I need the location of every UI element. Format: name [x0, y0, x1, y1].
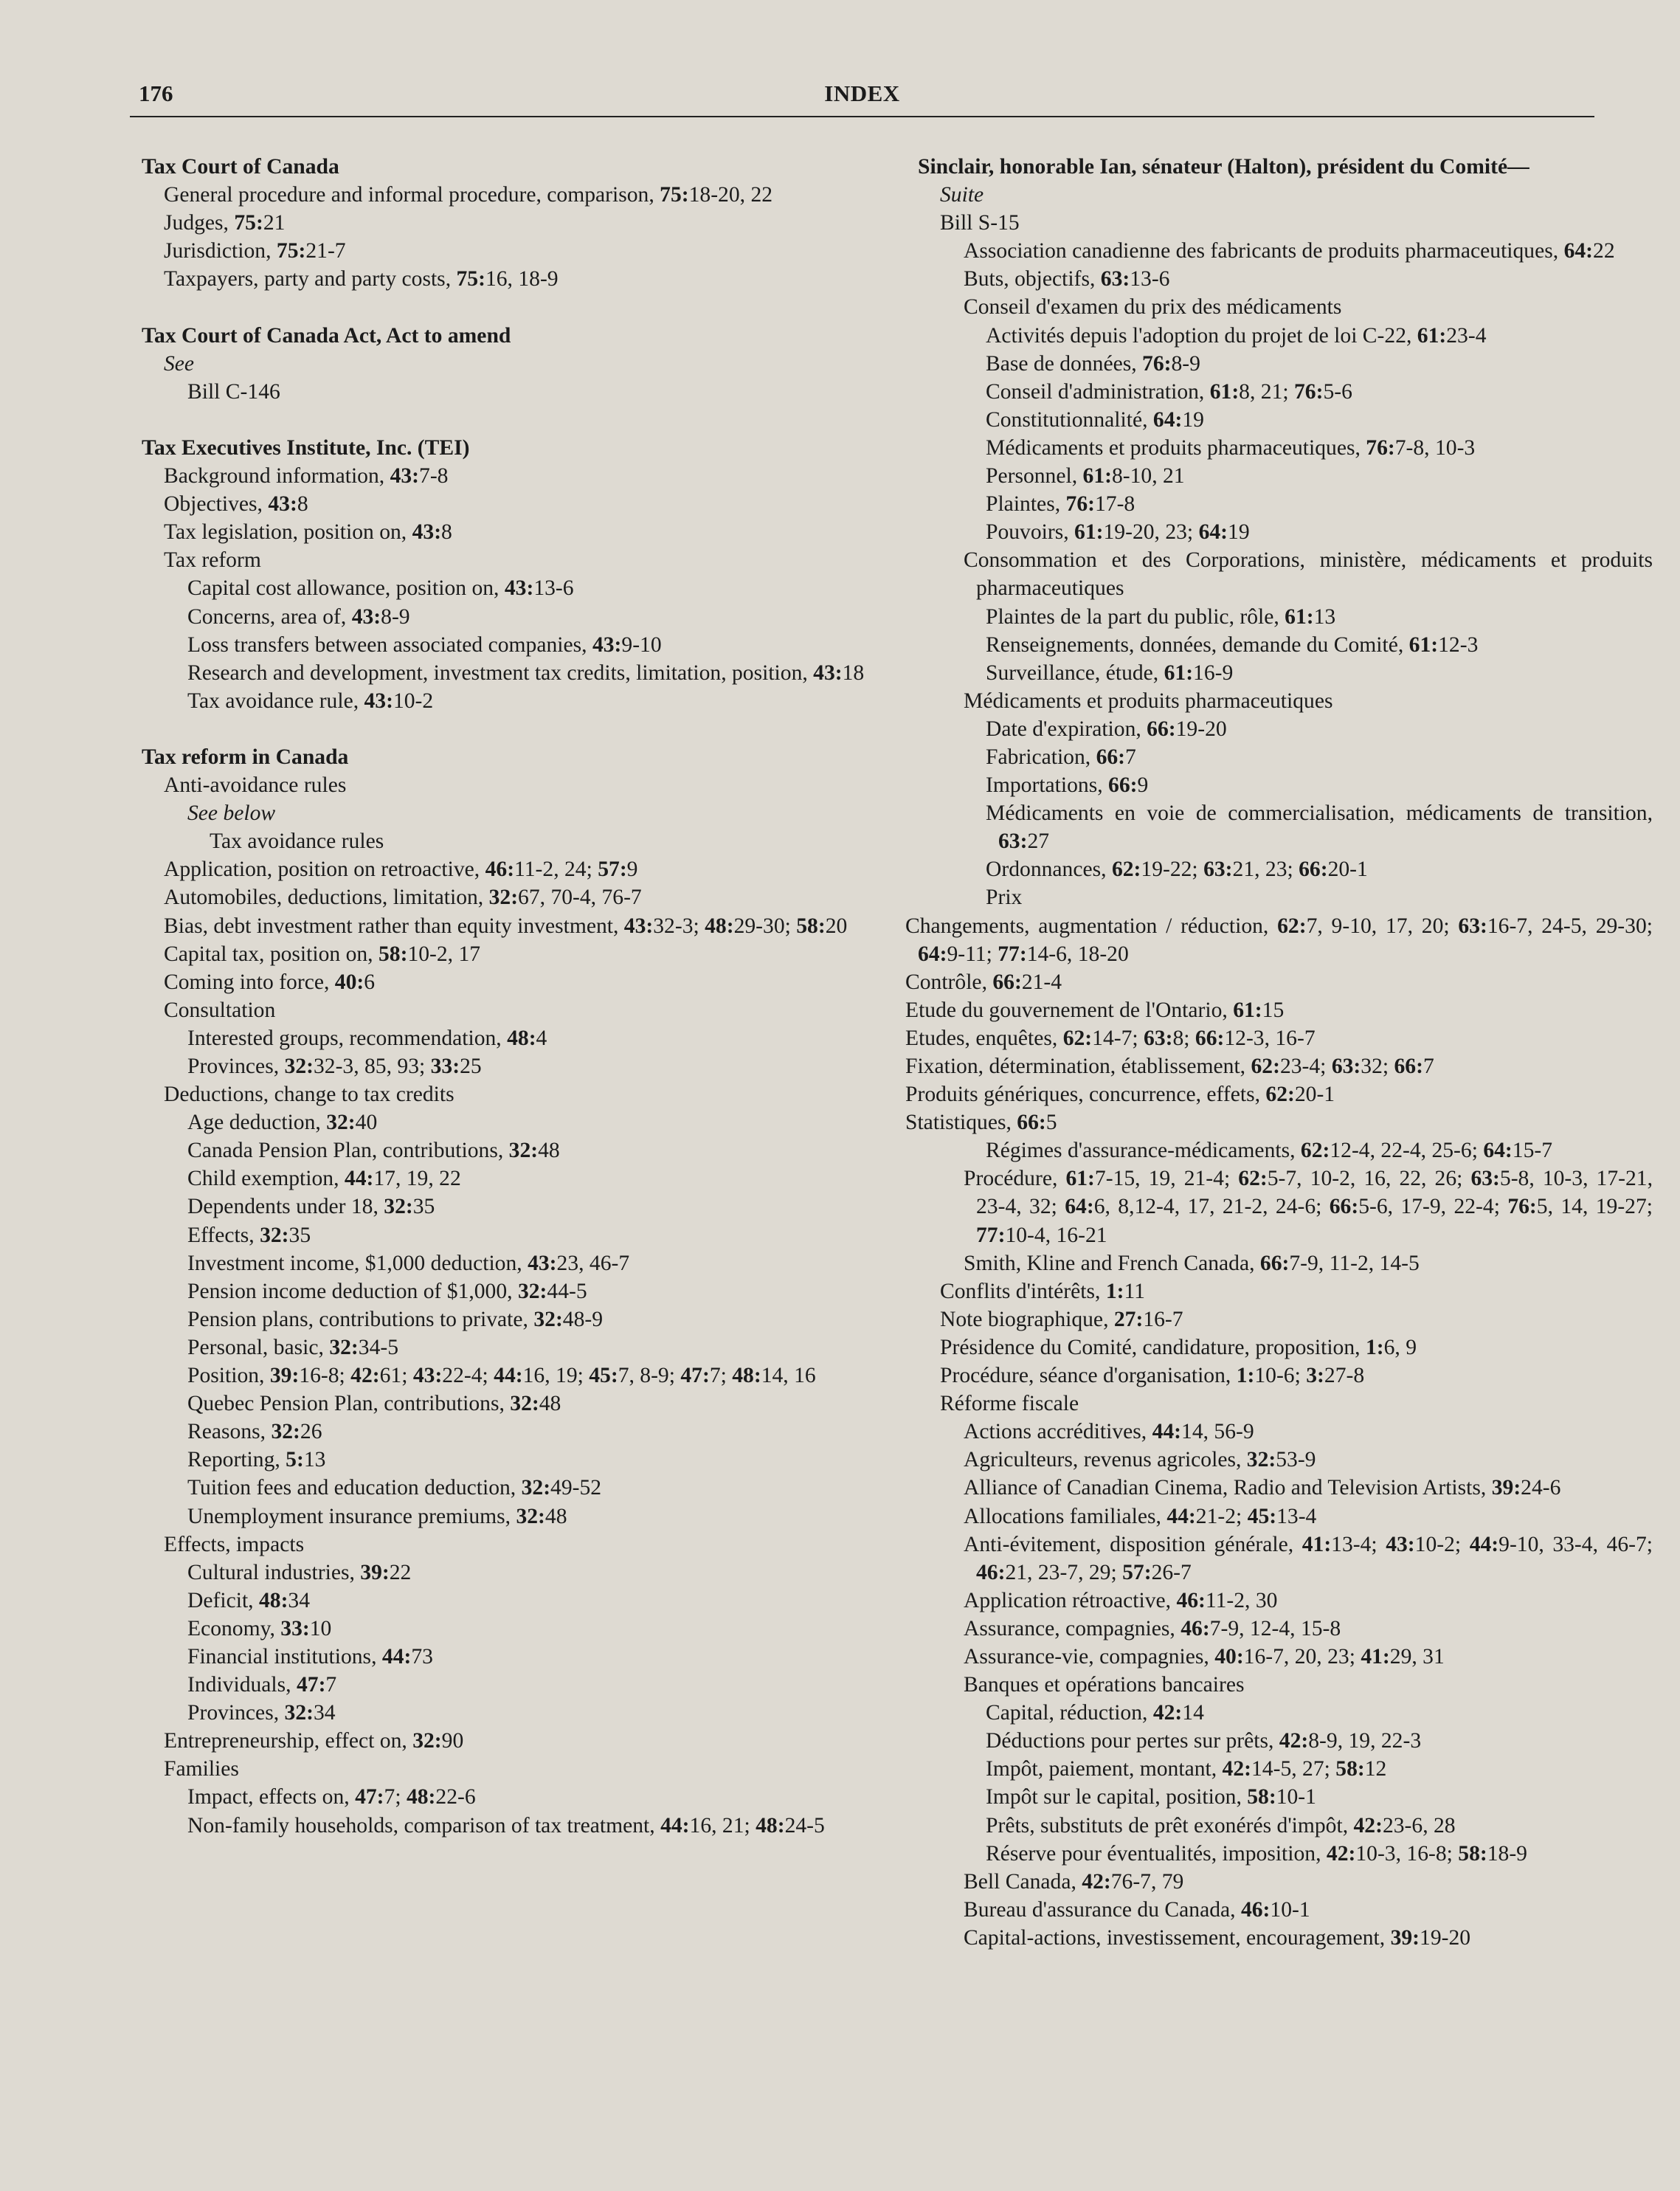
index-entry: Ordonnances, 62:19-22; 63:21, 23; 66:20-1: [986, 858, 1368, 882]
index-entry: Application, position on retroactive, 46:11-2, 24; 57:9: [164, 858, 638, 882]
entry-spacer: [142, 406, 887, 434]
index-entry: Réserve pour éventualités, imposition, 42:10-3, 16-8; 58:18-9: [986, 1841, 1527, 1866]
index-entry: Présidence du Comité, candidature, proposition, 1:6, 9: [940, 1335, 1417, 1359]
index-entry: Constitutionnalité, 64:19: [986, 407, 1204, 432]
index-entry: Contrôle, 66:21-4: [905, 970, 1062, 994]
index-entry: Bell Canada, 42:76-7, 79: [964, 1869, 1184, 1894]
index-entry: Anti-évitement, disposition générale, 41:13-4; 43:10-2; 44:9-10, 33-4, 46-7; 46:21, 23-7, 29; 57:26-7: [964, 1532, 1653, 1584]
index-entry: Individuals, 47:7: [187, 1673, 337, 1697]
cross-reference: See below: [187, 801, 276, 826]
index-entry: Conseil d'examen du prix des médicaments: [964, 295, 1342, 320]
index-entry: Interested groups, recommendation, 48:4: [187, 1026, 547, 1050]
index-entry: Personnel, 61:8-10, 21: [986, 464, 1185, 489]
index-entry: Assurance, compagnies, 46:7-9, 12-4, 15-8: [964, 1616, 1341, 1640]
index-heading: Sinclair, honorable Ian, sénateur (Halton), président du Comité—: [918, 155, 1529, 179]
index-entry: Plaintes de la part du public, rôle, 61:13: [986, 604, 1336, 629]
index-entry: Reporting, 5:13: [187, 1448, 326, 1472]
index-entry: Bias, debt investment rather than equity investment, 43:32-3; 48:29-30; 58:20: [164, 914, 848, 938]
index-entry: Pension plans, contributions to private, 32:48-9: [187, 1307, 604, 1331]
index-heading: Tax reform in Canada: [142, 745, 349, 769]
running-title: INDEX: [824, 80, 900, 106]
index-entry: Renseignements, données, demande du Comité, 61:12-3: [986, 632, 1479, 657]
index-entry: Agriculteurs, revenus agricoles, 32:53-9: [964, 1448, 1316, 1472]
index-entry: Position, 39:16-8; 42:61; 43:22-4; 44:16, 19; 45:7, 8-9; 47:7; 48:14, 16: [187, 1364, 816, 1388]
index-entry: Médicaments et produits pharmaceutiques: [964, 689, 1333, 713]
index-entry: Loss transfers between associated companies, 43:9-10: [187, 632, 662, 657]
index-entry: Judges, 75:21: [164, 211, 286, 235]
index-entry: Assurance-vie, compagnies, 40:16-7, 20, 23; 41:29, 31: [964, 1644, 1445, 1669]
index-entry: Prix: [986, 886, 1023, 910]
index-entry: Importations, 66:9: [986, 773, 1149, 798]
index-entry: Bureau d'assurance du Canada, 46:10-1: [964, 1897, 1310, 1922]
index-heading: Tax Executives Institute, Inc. (TEI): [142, 435, 470, 460]
index-entry: Régimes d'assurance-médicaments, 62:12-4, 22-4, 25-6; 64:15-7: [986, 1139, 1553, 1163]
index-entry: Quebec Pension Plan, contributions, 32:48: [187, 1392, 561, 1416]
index-entry: Entrepreneurship, effect on, 32:90: [164, 1729, 464, 1753]
index-column-left: [142, 153, 887, 1840]
index-entry: Alliance of Canadian Cinema, Radio and Television Artists, 39:24-6: [964, 1476, 1561, 1500]
index-entry: Taxpayers, party and party costs, 75:16, 18-9: [164, 267, 559, 291]
index-entry: Investment income, $1,000 deduction, 43:23, 46-7: [187, 1251, 630, 1275]
index-entry: Economy, 33:10: [187, 1616, 332, 1640]
index-entry: Base de données, 76:8-9: [986, 351, 1200, 376]
index-entry: Etudes, enquêtes, 62:14-7; 63:8; 66:12-3, 16-7: [905, 1026, 1316, 1050]
index-entry: Consommation et des Corporations, ministère, médicaments et produits pharmaceutiques: [964, 548, 1653, 601]
cross-reference: See: [164, 351, 195, 376]
index-entry: Tuition fees and education deduction, 32:49-52: [187, 1476, 602, 1500]
index-entry: Objectives, 43:8: [164, 492, 308, 517]
index-entry: Effects, impacts: [164, 1532, 305, 1556]
index-entry: Non-family households, comparison of tax treatment, 44:16, 21; 48:24-5: [187, 1813, 825, 1838]
index-entry: Deficit, 48:34: [187, 1588, 311, 1612]
entry-spacer: [142, 715, 887, 743]
index-entry: Fixation, détermination, établissement, 62:23-4; 63:32; 66:7: [905, 1055, 1434, 1078]
index-entry: Reasons, 32:26: [187, 1420, 322, 1444]
index-entry: Unemployment insurance premiums, 32:48: [187, 1504, 567, 1528]
index-entry: Provinces, 32:34: [187, 1701, 336, 1725]
index-entry: Note biographique, 27:16-7: [940, 1307, 1183, 1331]
index-entry: Banques et opérations bancaires: [964, 1673, 1245, 1697]
index-entry: General procedure and informal procedure, comparison, 75:18-20, 22: [164, 183, 773, 207]
index-entry: Anti-avoidance rules: [164, 773, 347, 798]
index-entry: Impôt, paiement, montant, 42:14-5, 27; 58:12: [986, 1757, 1387, 1781]
index-entry: Surveillance, étude, 61:16-9: [986, 660, 1234, 685]
index-entry: Buts, objectifs, 63:13-6: [964, 267, 1170, 291]
index-entry: Capital cost allowance, position on, 43:13-6: [187, 576, 574, 601]
index-entry: Automobiles, deductions, limitation, 32:67, 70-4, 76-7: [164, 886, 642, 910]
index-entry: Activités depuis l'adoption du projet de loi C-22, 61:23-4: [986, 323, 1487, 348]
index-entry: Capital, réduction, 42:14: [986, 1701, 1204, 1725]
index-entry: Date d'expiration, 66:19-20: [986, 717, 1227, 741]
index-entry: Médicaments en voie de commercialisation, médicaments de transition, 63:27: [986, 801, 1653, 854]
index-entry: Personal, basic, 32:34-5: [187, 1335, 399, 1359]
index-entry: Déductions pour pertes sur prêts, 42:8-9, 19, 22-3: [986, 1729, 1422, 1753]
index-entry: Changements, augmentation / réduction, 62:7, 9-10, 17, 20; 63:16-7, 24-5, 29-30; 64:9-11; 77:14-6, 18-20: [905, 914, 1653, 966]
index-entry: Tax avoidance rule, 43:10-2: [187, 689, 434, 713]
index-entry: Families: [164, 1757, 239, 1781]
index-entry: Impact, effects on, 47:7; 48:22-6: [187, 1785, 476, 1809]
index-entry: Allocations familiales, 44:21-2; 45:13-4: [964, 1504, 1317, 1528]
index-entry: Tax avoidance rules: [210, 829, 384, 854]
index-column-right: [905, 153, 1653, 1952]
index-entry: Smith, Kline and French Canada, 66:7-9, 11-2, 14-5: [964, 1251, 1420, 1275]
index-entry: Canada Pension Plan, contributions, 32:48: [187, 1139, 560, 1163]
index-entry: Etude du gouvernement de l'Ontario, 61:15: [905, 998, 1285, 1022]
index-entry: Coming into force, 40:6: [164, 970, 376, 994]
index-entry: Capital tax, position on, 58:10-2, 17: [164, 942, 481, 966]
index-entry: Effects, 32:35: [187, 1223, 311, 1247]
index-entry: Cultural industries, 39:22: [187, 1560, 412, 1584]
index-entry: Bill S-15: [940, 211, 1020, 235]
running-header: [130, 77, 1594, 117]
index-entry: Child exemption, 44:17, 19, 22: [187, 1167, 461, 1191]
index-entry: Application rétroactive, 46:11-2, 30: [964, 1588, 1278, 1612]
cross-reference: Suite: [940, 183, 984, 207]
entry-spacer: [142, 293, 887, 321]
index-entry: Prêts, substituts de prêt exonérés d'impôt, 42:23-6, 28: [986, 1813, 1456, 1838]
index-heading: Tax Court of Canada: [142, 155, 339, 179]
index-entry: Capital-actions, investissement, encouragement, 39:19-20: [964, 1925, 1471, 1950]
index-entry: Provinces, 32:32-3, 85, 93; 33:25: [187, 1055, 482, 1078]
index-entry: Réforme fiscale: [940, 1392, 1079, 1416]
index-entry: Bill C-146: [187, 379, 280, 404]
index-entry: Statistiques, 66:5: [905, 1111, 1057, 1135]
index-entry: Age deduction, 32:40: [187, 1111, 378, 1135]
index-entry: Produits génériques, concurrence, effets, 62:20-1: [905, 1083, 1335, 1107]
index-entry: Tax legislation, position on, 43:8: [164, 520, 452, 545]
index-entry: Financial institutions, 44:73: [187, 1644, 433, 1669]
index-entry: Fabrication, 66:7: [986, 745, 1136, 769]
index-entry: Consultation: [164, 998, 276, 1022]
index-entry: Plaintes, 76:17-8: [986, 492, 1135, 517]
index-entry: Pension income deduction of $1,000, 32:44-5: [187, 1279, 587, 1303]
index-entry: Background information, 43:7-8: [164, 464, 449, 489]
index-entry: Tax reform: [164, 548, 261, 573]
index-entry: Dependents under 18, 32:35: [187, 1195, 435, 1219]
index-entry: Procédure, séance d'organisation, 1:10-6; 3:27-8: [940, 1364, 1365, 1388]
index-entry: Pouvoirs, 61:19-20, 23; 64:19: [986, 520, 1250, 545]
index-entry: Association canadienne des fabricants de produits pharmaceutiques, 64:22: [964, 239, 1615, 263]
index-entry: Actions accréditives, 44:14, 56-9: [964, 1420, 1254, 1444]
index-entry: Concerns, area of, 43:8-9: [187, 604, 410, 629]
index-entry: Research and development, investment tax credits, limitation, position, 43:18: [187, 660, 865, 685]
index-entry: Conseil d'administration, 61:8, 21; 76:5-6: [986, 379, 1352, 404]
index-entry: Jurisdiction, 75:21-7: [164, 239, 346, 263]
index-entry: Impôt sur le capital, position, 58:10-1: [986, 1785, 1316, 1809]
index-heading: Tax Court of Canada Act, Act to amend: [142, 323, 511, 348]
index-entry: Deductions, change to tax credits: [164, 1083, 454, 1107]
index-entry: Conflits d'intérêts, 1:11: [940, 1279, 1145, 1303]
page-number: 176: [139, 80, 173, 106]
index-entry: Médicaments et produits pharmaceutiques, 76:7-8, 10-3: [986, 435, 1476, 460]
index-entry: Procédure, 61:7-15, 19, 21-4; 62:5-7, 10-2, 16, 22, 26; 63:5-8, 10-3, 17-21, 23-4, 32; 64:6, 8,12-4, 17, 21-2, 24-6; 66:5-6, 17-9, 22-4; 76:5, 14, 19-27; 77:10-4, 16-21: [964, 1167, 1653, 1247]
